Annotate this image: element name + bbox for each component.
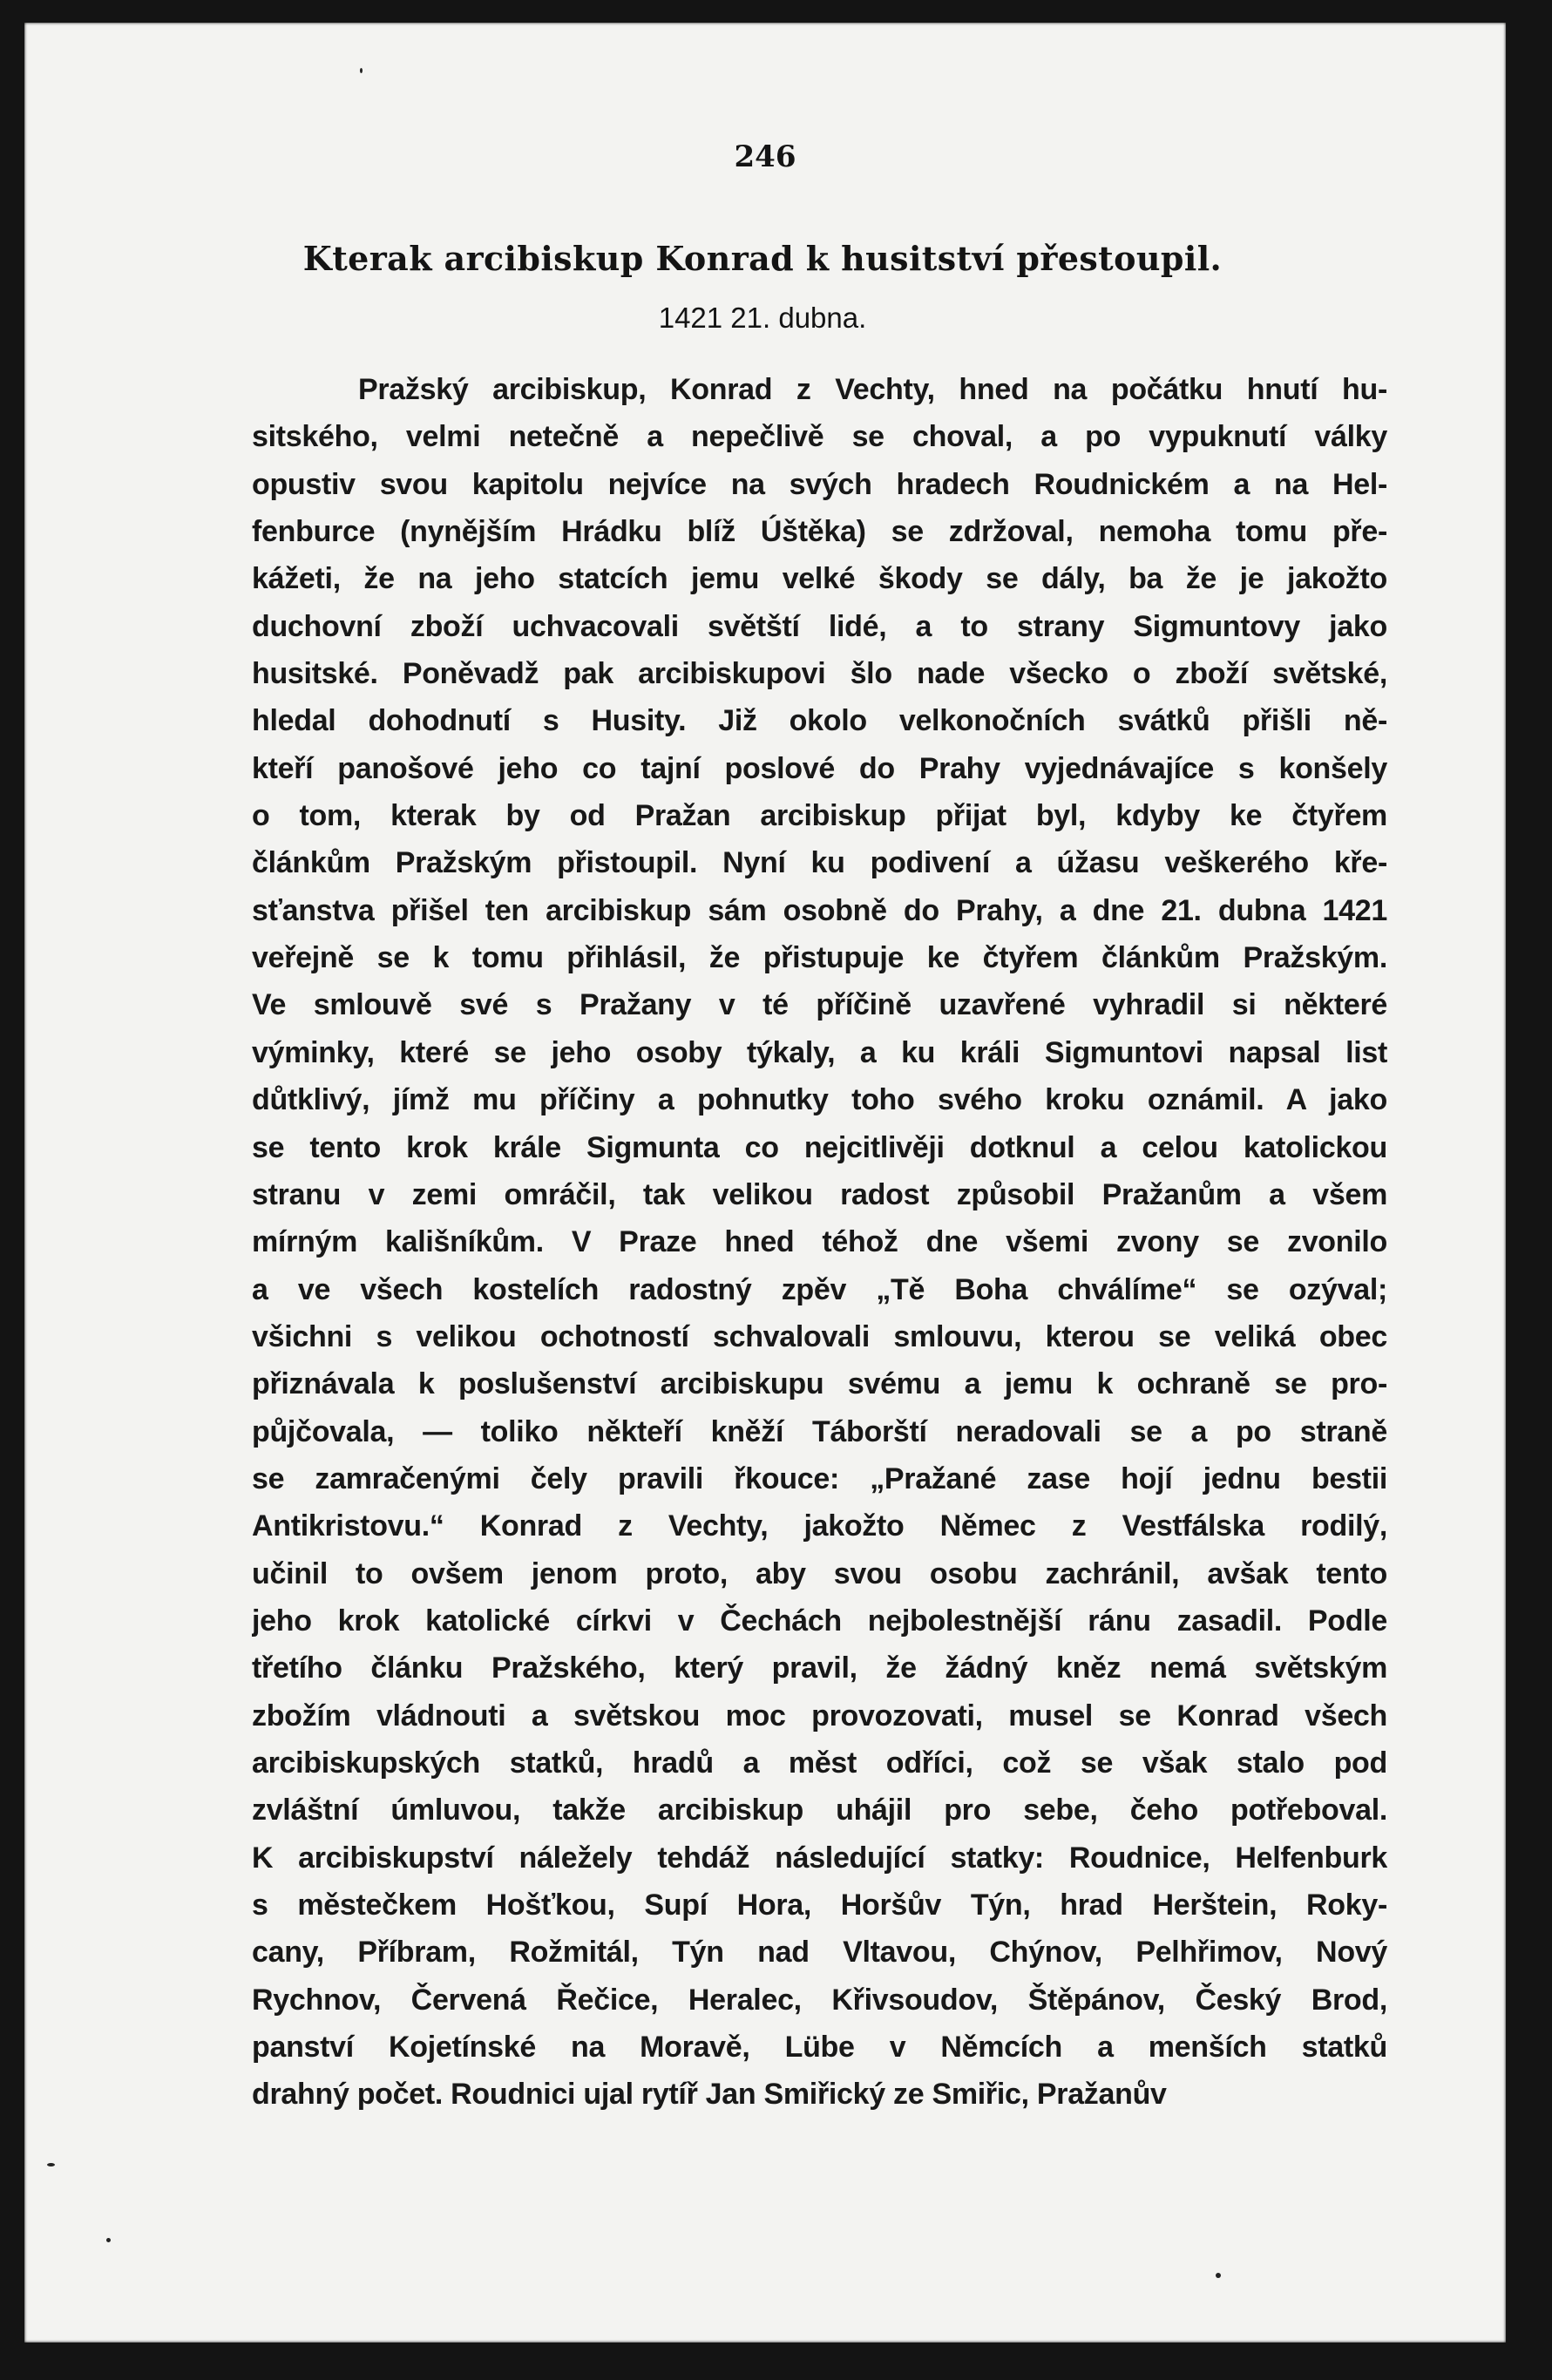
text-line: cany, Příbram, Rožmitál, Týn nad Vltavou, Chýnov, Pelhřimov, Nový xyxy=(252,1936,1387,1970)
text-line: Ve smlouvě své s Pražany v té příčině uzavřené vyhradil si některé xyxy=(252,988,1387,1022)
text-line: učinil to ovšem jenom proto, aby svou osobu zachránil, avšak tento xyxy=(252,1556,1387,1590)
scan-speck xyxy=(47,2163,55,2166)
text-line: husitské. Poněvadž pak arcibiskupovi šlo nade všecko o zboží světské, xyxy=(252,657,1387,691)
text-line: půjčovala, — toliko někteří kněží Táborští neradovali se a po straně xyxy=(252,1414,1387,1448)
text-line: Pražský arcibiskup, Konrad z Vechty, hned na počátku hnutí hu- xyxy=(358,373,1387,406)
text-line: přiznávala k poslušenství arcibiskupu svému a jemu k ochraně se pro- xyxy=(252,1367,1387,1401)
text-line: a ve všech kostelích radostný zpěv „Tě Boha chválíme“ se ozýval; xyxy=(252,1272,1387,1306)
scan-speck xyxy=(360,68,363,73)
text-line: fenburce (nynějším Hrádku blíž Úštěka) se zdržoval, nemoha tomu pře- xyxy=(252,515,1387,549)
text-line: drahný počet. Roudnici ujal rytíř Jan Smiřický ze Smiřic, Pražanův xyxy=(252,2078,1167,2112)
page-number: 246 xyxy=(734,139,796,174)
scan-speck xyxy=(106,2238,111,2242)
text-line: panství Kojetínské na Moravě, Lübe v Němcích a menších statků xyxy=(252,2031,1387,2065)
text-line: Antikristovu.“ Konrad z Vechty, jakožto Němec z Vestfálska rodilý, xyxy=(252,1509,1387,1543)
text-line: zbožím vládnouti a světskou moc provozovati, musel se Konrad všech xyxy=(252,1699,1387,1732)
text-line: arcibiskupských statků, hradů a měst odříci, což se však stalo pod xyxy=(252,1746,1387,1780)
text-line: se tento krok krále Sigmunta co nejcitlivěji dotknul a celou katolickou xyxy=(252,1130,1387,1164)
text-line: sitského, velmi netečně a nepečlivě se choval, a po vypuknutí války xyxy=(252,420,1387,454)
text-line: opustiv svou kapitolu nejvíce na svých hradech Roudnickém a na Hel- xyxy=(252,467,1387,501)
text-line: se zamračenými čely pravili řkouce: „Pražané zase hojí jednu bestii xyxy=(252,1461,1387,1495)
text-line: jeho krok katolické církvi v Čechách nejbolestnější ránu zasadil. Podle xyxy=(252,1604,1387,1638)
text-line: třetího článku Pražského, který pravil, že žádný kněz nemá světským xyxy=(252,1651,1387,1685)
text-line: hledal dohodnutí s Husity. Již okolo velkonočních svátků přišli ně- xyxy=(252,704,1387,738)
text-line: výminky, které se jeho osoby týkaly, a ku králi Sigmuntovi napsal list xyxy=(252,1035,1387,1069)
text-line: článkům Pražským přistoupil. Nyní ku podivení a úžasu veškerého kře- xyxy=(252,846,1387,880)
scan-speck xyxy=(1216,2273,1221,2278)
text-line: duchovní zboží uchvacovali světští lidé, a to strany Sigmuntovy jako xyxy=(252,609,1387,643)
text-line: K arcibiskupství náležely tehdáž následující statky: Roudnice, Helfenburk xyxy=(252,1841,1387,1875)
text-line: zvláštní úmluvou, takže arcibiskup uhájil pro sebe, čeho potřeboval. xyxy=(252,1793,1387,1827)
text-line: sťanstva přišel ten arcibiskup sám osobně do Prahy, a dne 21. dubna 1421 xyxy=(252,893,1387,927)
chapter-date: 1421 21. dubna. xyxy=(658,302,867,334)
text-line: s městečkem Hošťkou, Supí Hora, Horšův Týn, hrad Herštein, Roky- xyxy=(252,1888,1387,1922)
text-line: stranu v zemi omráčil, tak velikou radost způsobil Pražanům a všem xyxy=(252,1177,1387,1211)
text-line: kteří panošové jeho co tajní poslové do Prahy vyjednávajíce s konšely xyxy=(252,751,1387,785)
text-line: veřejně se k tomu přihlásil, že přistupuje ke čtyřem článkům Pražským. xyxy=(252,941,1387,975)
text-line: kážeti, že na jeho statcích jemu velké škody se dály, ba že je jakožto xyxy=(252,562,1387,596)
scanned-page xyxy=(24,23,1506,2343)
text-line: všichni s velikou ochotností schvalovali smlouvu, kterou se veliká obec xyxy=(252,1319,1387,1353)
text-line: důtklivý, jímž mu příčiny a pohnutky toho svého kroku oznámil. A jako xyxy=(252,1083,1387,1117)
text-line: o tom, kterak by od Pražan arcibiskup přijat byl, kdyby ke čtyřem xyxy=(252,799,1387,833)
chapter-title: Kterak arcibiskup Konrad k husitství přestoupil. xyxy=(302,239,1223,278)
body-text xyxy=(252,366,1387,2119)
text-line: mírným kališníkům. V Praze hned téhož dne všemi zvony se zvonilo xyxy=(252,1225,1387,1259)
text-line: Rychnov, Červená Řečice, Heralec, Křivsoudov, Štěpánov, Český Brod, xyxy=(252,1983,1387,2017)
